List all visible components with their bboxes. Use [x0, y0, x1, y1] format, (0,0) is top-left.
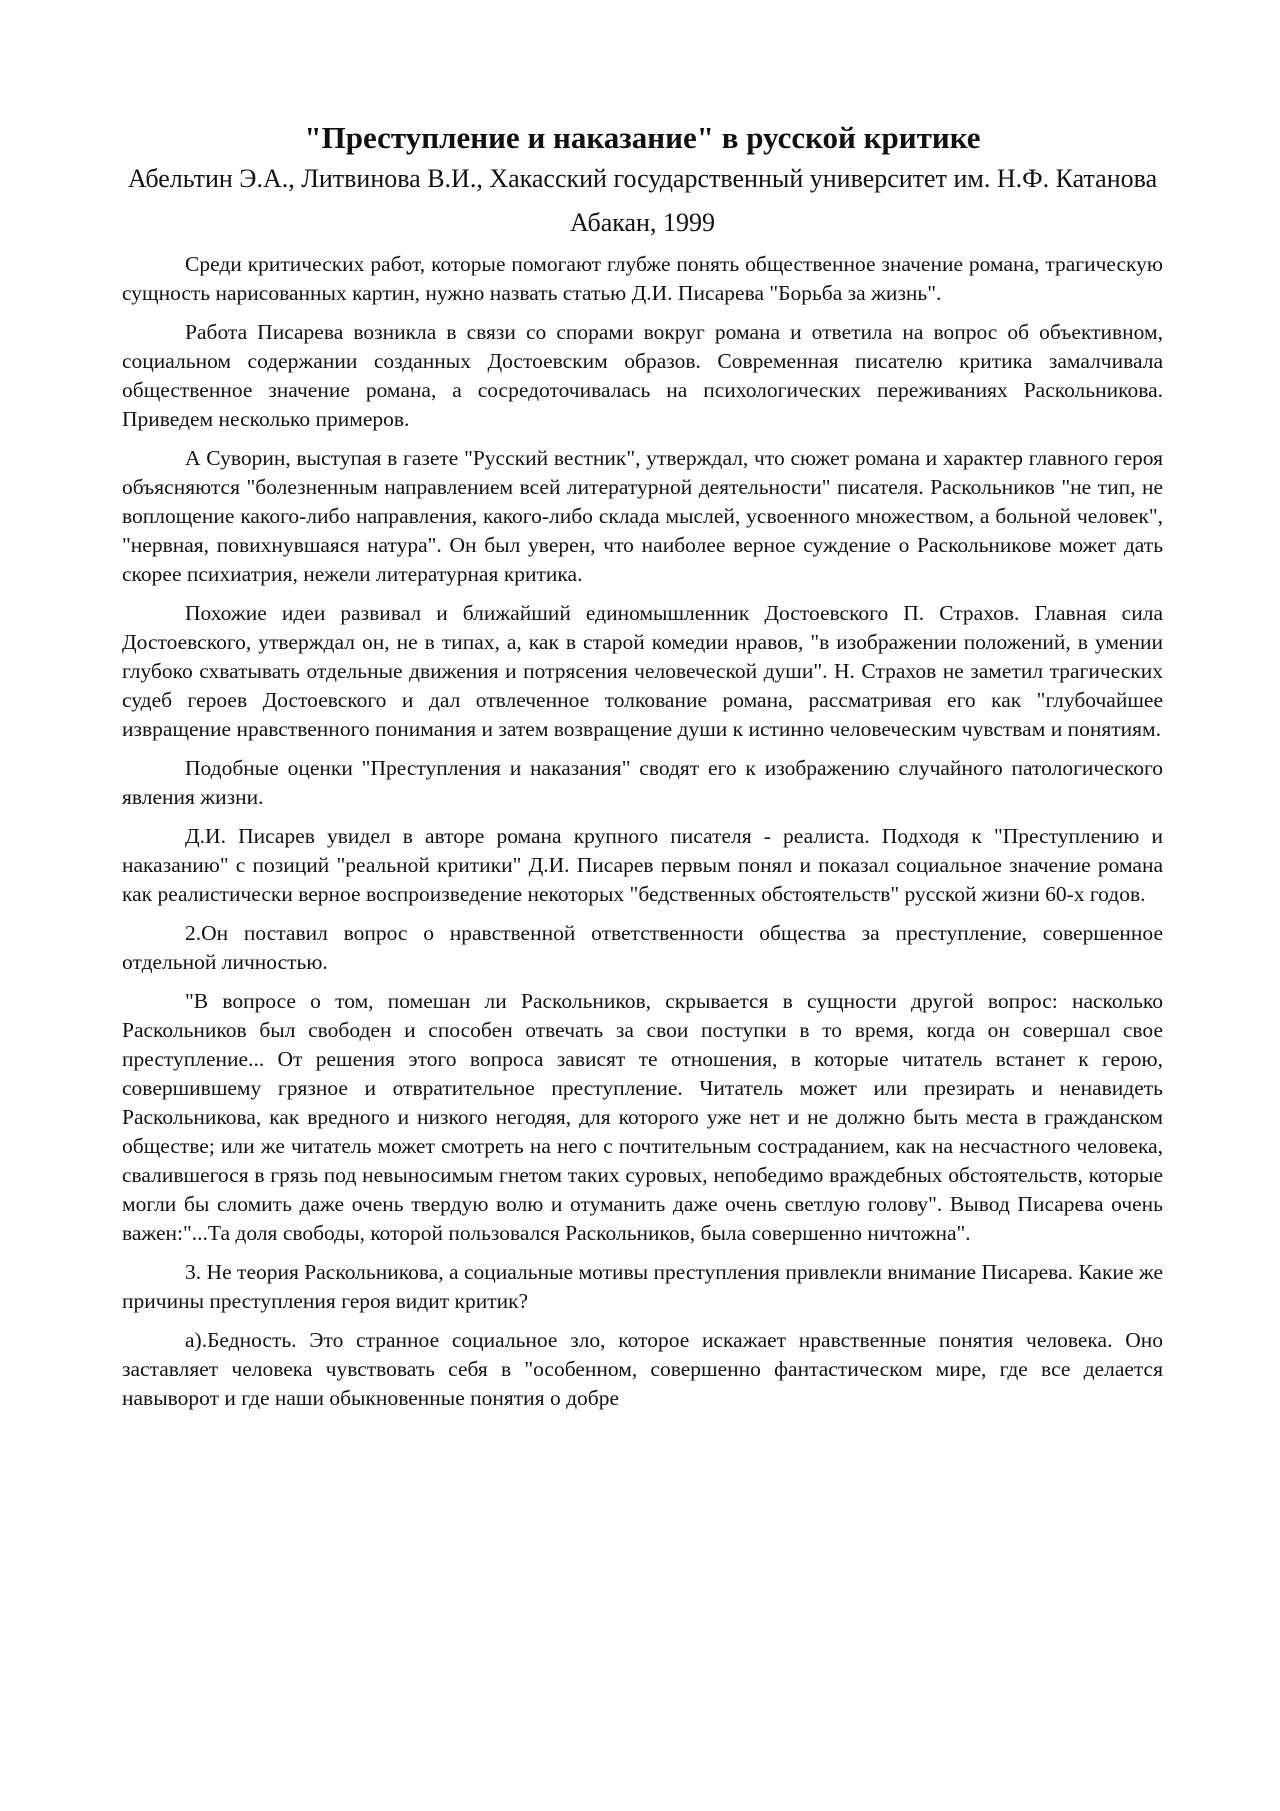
paragraph: 3. Не теория Раскольникова, а социальные мотивы преступления привлекли внимание Писарева. Какие же причины преступления героя видит критик?	[122, 1260, 1163, 1313]
document-authors: Абельтин Э.А., Литвинова В.И., Хакасский государственный университет им. Н.Ф. Катанова	[127, 164, 1158, 193]
paragraph: Подобные оценки "Преступления и наказания" сводят его к изображению случайного патологического явления жизни.	[122, 756, 1163, 809]
document-title: "Преступление и наказание" в русской критике	[304, 120, 981, 155]
paragraph: Похожие идеи развивал и ближайший единомышленник Достоевского П. Страхов. Главная сила Достоевского, утверждал он, не в типах, а, как в старой комедии нравов, "в изображении положений, в умении глубоко схватывать отдельные движения и потрясения человеческой души". Н. Страхов не заметил трагических судеб героев Достоевского и дал отвлеченное толкование романа, рассматривая его как "глубочайшее извращение нравственного понимания и затем возвращение души к истинно человеческим чувствам и понятиям.	[122, 601, 1163, 741]
paragraph: А Суворин, выступая в газете "Русский вестник", утверждал, что сюжет романа и характер главного героя объясняются "болезненным направлением всей литературной деятельности" писателя. Раскольников "не тип, не воплощение какого-либо направления, какого-либо склада мыслей, усвоенного множеством, а больной человек", "нервная, повихнувшаяся натура". Он был уверен, что наиболее верное суждение о Раскольникове может дать скорее психиатрия, нежели литературная критика.	[122, 446, 1163, 586]
paragraph: "В вопросе о том, помешан ли Раскольников, скрывается в сущности другой вопрос: насколько Раскольников был свободен и способен отвечать за свои поступки в то время, когда он совершал свое преступление... От решения этого вопроса зависят те отношения, в которые читатель встанет к герою, совершившему грязное и отвратительное преступление. Читатель может или презирать и ненавидеть Раскольникова, как вредного и низкого негодяя, для которого уже нет и не должно быть места в гражданском обществе; или же читатель может смотреть на него с почтительным состраданием, как на несчастного человека, свалившегося в грязь под невыносимым гнетом таких суровых, непобедимо враждебных обстоятельств, которые могли бы сломить даже очень твердую волю и отуманить даже очень светлую голову". Вывод Писарева очень важен:"...Та доля свободы, которой пользовался Раскольников, была совершенно ничтожна".	[122, 989, 1163, 1245]
paragraph: а).Бедность. Это странное социальное зло, которое искажает нравственные понятия человека. Оно заставляет человека чувствовать себя в "особенном, совершенно фантастическом мире, где все делается навыворот и где наши обыкновенные понятия о добре	[122, 1328, 1163, 1410]
paragraph: Д.И. Писарев увидел в авторе романа крупного писателя - реалиста. Подходя к "Преступлению и наказанию" с позиций "реальной критики" Д.И. Писарев первым понял и показал социальное значение романа как реалистически верное воспроизведение некоторых "бедственных обстоятельств" русской жизни 60-х годов.	[122, 824, 1163, 906]
document-page	[122, 120, 1163, 1423]
document-place-year: Абакан, 1999	[570, 208, 715, 237]
paragraph: Среди критических работ, которые помогают глубже понять общественное значение романа, трагическую сущность нарисованных картин, нужно назвать статью Д.И. Писарева "Борьба за жизнь".	[122, 252, 1163, 305]
paragraph: Работа Писарева возникла в связи со спорами вокруг романа и ответила на вопрос об объективном, социальном содержании созданных Достоевским образов. Современная писателю критика замалчивала общественное значение романа, а сосредоточивалась на психологических переживаниях Раскольникова. Приведем несколько примеров.	[122, 320, 1163, 431]
paragraph: 2.Он поставил вопрос о нравственной ответственности общества за преступление, совершенное отдельной личностью.	[122, 921, 1163, 974]
